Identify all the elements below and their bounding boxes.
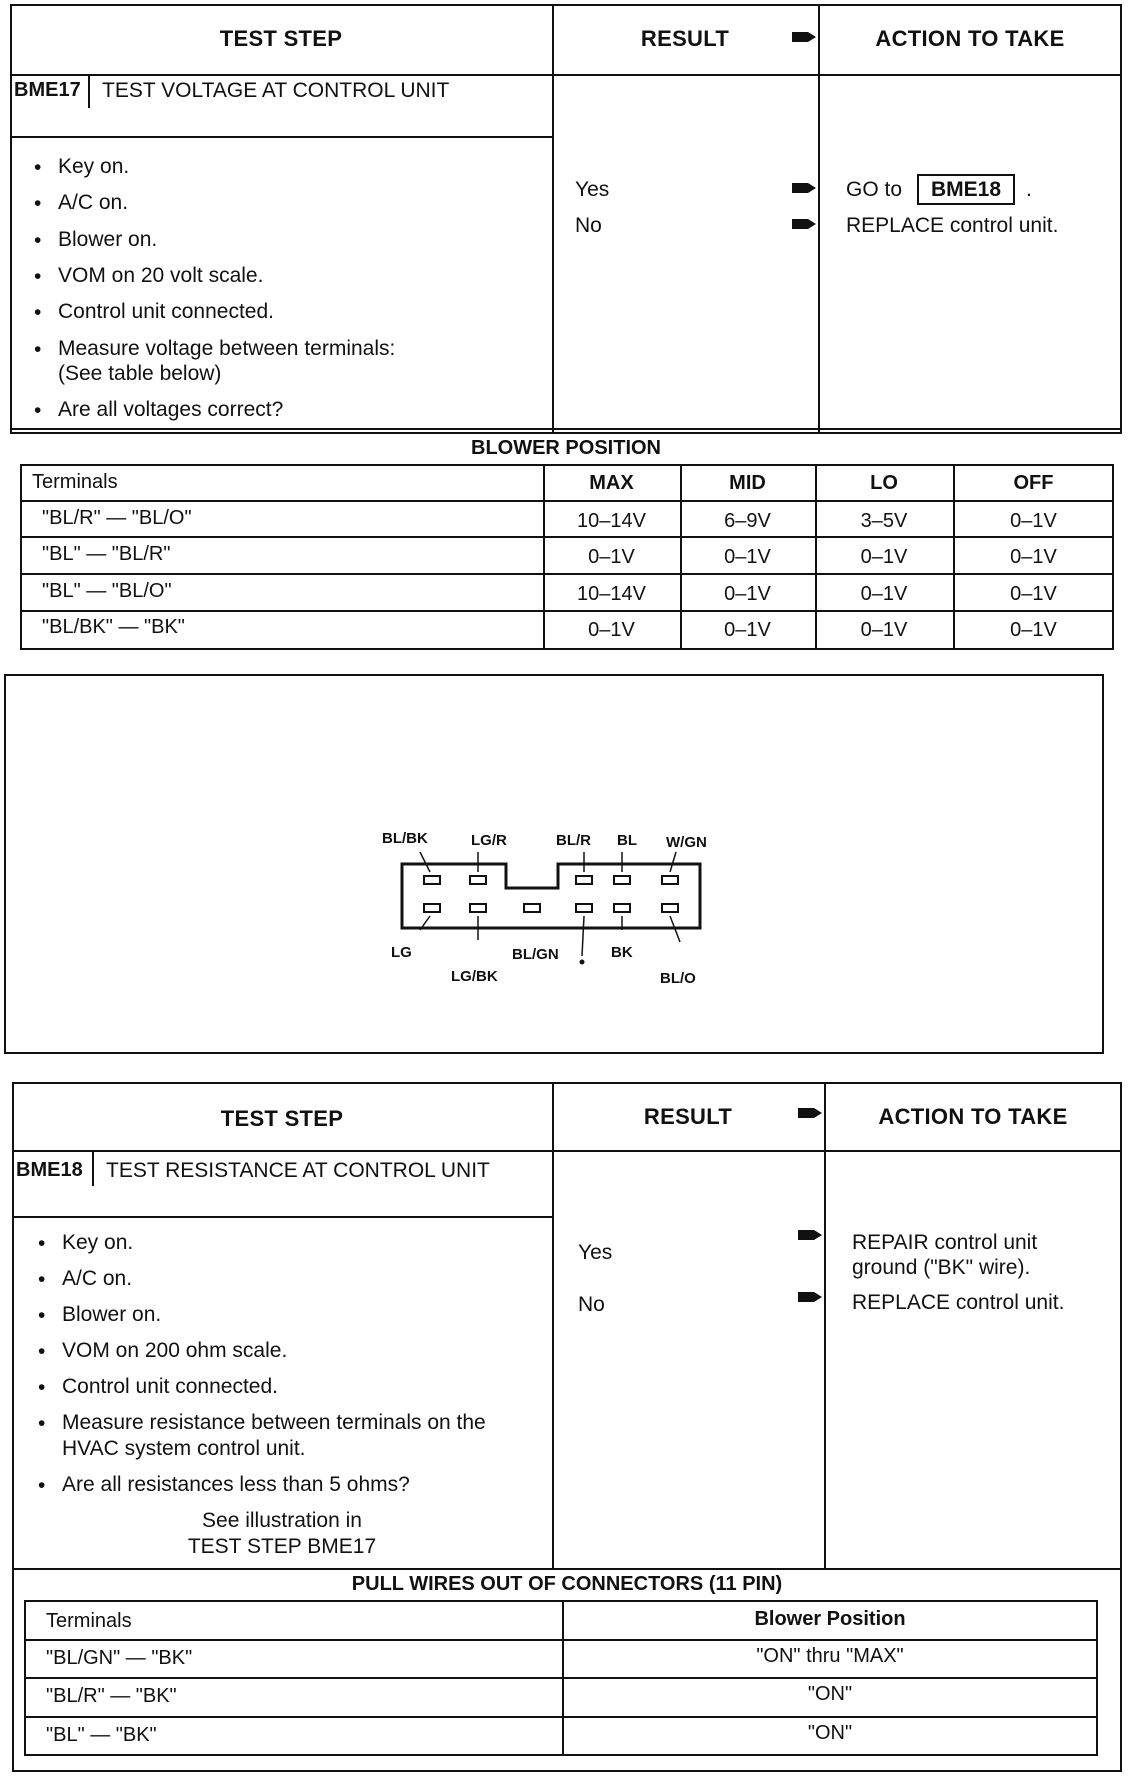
table-row-line: [20, 610, 1114, 612]
table-row-line: [20, 536, 1114, 538]
divider: [552, 4, 554, 434]
divider: [10, 428, 1122, 430]
table-cell: "BL" — "BL/R": [42, 543, 171, 565]
step-title: TEST RESISTANCE AT CONTROL UNIT: [106, 1159, 490, 1182]
table-row-line: [20, 500, 1114, 502]
table-cell: 0–1V: [1010, 546, 1057, 568]
see-illustration-note: See illustration in: [202, 1509, 362, 1532]
arrow-icon: [798, 1106, 822, 1120]
table-row-line: [24, 1639, 1098, 1641]
list-item: A/C on.: [62, 1267, 133, 1290]
result-no: No: [578, 1293, 605, 1316]
bullet-dot: •: [34, 301, 42, 324]
see-illustration-ref[interactable]: TEST STEP BME17: [187, 1535, 377, 1558]
arrow-icon: [792, 30, 816, 44]
pin-label: LG/R: [471, 832, 507, 849]
pin-label: BL/BK: [382, 830, 428, 847]
table-cell: "BL" — "BL/O": [42, 580, 172, 602]
bullet-dot: •: [34, 265, 42, 288]
pin-label: BL/GN: [512, 946, 559, 963]
header-action: ACTION TO TAKE: [878, 1104, 1068, 1129]
table-cell: 0–1V: [588, 619, 635, 641]
table-cell: 0–1V: [860, 583, 908, 605]
pin-label: BK: [611, 944, 633, 961]
bullet-dot: •: [38, 1474, 46, 1497]
bullet-dot: •: [34, 156, 42, 179]
divider: [10, 74, 1122, 76]
table-header: Terminals: [46, 1610, 132, 1632]
action-no: REPLACE control unit.: [852, 1291, 1065, 1314]
bullet-dot: •: [34, 338, 42, 361]
table-cell: 0–1V: [860, 546, 908, 568]
table-header: Terminals: [32, 471, 118, 493]
table-cell: 10–14V: [577, 583, 646, 605]
divider: [12, 1150, 1122, 1152]
table-cell: "ON" thru "MAX": [756, 1645, 904, 1667]
bullet-dot: •: [38, 1412, 46, 1435]
divider: [552, 1082, 554, 1570]
connector-diagram: [380, 830, 720, 990]
action-no: REPLACE control unit.: [846, 214, 1059, 237]
table-cell: 0–1V: [860, 619, 908, 641]
divider: [824, 1082, 826, 1570]
action-yes-ref[interactable]: BME18: [917, 174, 1015, 205]
divider: [10, 136, 552, 138]
table-cell: 0–1V: [724, 619, 771, 641]
table-cell: 0–1V: [724, 583, 771, 605]
result-yes: Yes: [578, 1241, 613, 1264]
pin-label: BL/R: [556, 832, 591, 849]
list-item: Control unit connected.: [58, 300, 274, 323]
header-test-step: TEST STEP: [220, 1106, 344, 1131]
bullet-dot: •: [38, 1232, 46, 1255]
pin-label: W/GN: [666, 834, 707, 851]
table-row-line: [24, 1716, 1098, 1718]
table-cell: "BL/GN" — "BK": [46, 1647, 193, 1669]
step-id: BME17: [14, 79, 81, 101]
bullet-dot: •: [38, 1304, 46, 1327]
table-cell: 0–1V: [588, 546, 635, 568]
divider: [88, 74, 90, 108]
table-cell: 0–1V: [1010, 510, 1057, 532]
table-cell: "BL/BK" — "BK": [42, 616, 185, 638]
table-cell: "BL" — "BK": [46, 1724, 157, 1746]
bullet-dot: •: [34, 192, 42, 215]
header-result: RESULT: [640, 26, 730, 51]
divider: [12, 1216, 552, 1218]
table-cell: 10–14V: [577, 510, 646, 532]
list-item: A/C on.: [58, 191, 129, 214]
divider: [818, 4, 820, 434]
list-item: Key on.: [58, 155, 130, 178]
pin-label: LG: [391, 944, 412, 961]
list-item: Blower on.: [62, 1303, 162, 1326]
arrow-icon: [798, 1290, 822, 1304]
step-title: TEST VOLTAGE AT CONTROL UNIT: [102, 79, 450, 102]
pin-label: BL/O: [660, 970, 696, 987]
list-item: Control unit connected.: [62, 1375, 278, 1398]
list-item-cont: HVAC system control unit.: [62, 1437, 306, 1460]
table-header: MAX: [589, 472, 634, 494]
table-caption: PULL WIRES OUT OF CONNECTORS (11 PIN): [351, 1573, 783, 1595]
list-item-note: (See table below): [58, 362, 222, 385]
bullet-dot: •: [38, 1268, 46, 1291]
action-yes: REPAIR control unit: [852, 1231, 1038, 1254]
action-yes-suffix: .: [1026, 178, 1032, 201]
arrow-icon: [792, 181, 816, 195]
table-row-line: [20, 573, 1114, 575]
list-item: VOM on 200 ohm scale.: [62, 1339, 288, 1362]
table-row-line: [24, 1677, 1098, 1679]
list-item: Are all resistances less than 5 ohms?: [62, 1473, 410, 1496]
table-cell: 0–1V: [1010, 583, 1057, 605]
result-yes: Yes: [575, 178, 610, 201]
arrow-icon: [792, 217, 816, 231]
table-cell: "BL/R" — "BK": [46, 1685, 177, 1707]
pin-label: BL: [617, 832, 637, 849]
arrow-icon: [798, 1228, 822, 1242]
table-cell: 0–1V: [1010, 619, 1057, 641]
table-header: OFF: [1013, 472, 1054, 494]
header-action: ACTION TO TAKE: [875, 26, 1065, 51]
bullet-dot: •: [34, 399, 42, 422]
list-item: Blower on.: [58, 228, 158, 251]
action-yes-prefix: GO to: [846, 178, 903, 201]
step-id: BME18: [16, 1159, 83, 1181]
header-result: RESULT: [643, 1104, 733, 1129]
list-item: Are all voltages correct?: [58, 398, 284, 421]
table-header: MID: [729, 472, 766, 494]
table-cell: "BL/R" — "BL/O": [42, 507, 192, 529]
result-no: No: [575, 214, 602, 237]
bullet-dot: •: [38, 1340, 46, 1363]
divider: [92, 1150, 94, 1186]
table-cell: 0–1V: [724, 546, 771, 568]
table-cell: "ON": [807, 1722, 853, 1744]
table-cell: 3–5V: [860, 510, 908, 532]
table-cell: "ON": [807, 1683, 853, 1705]
table-header: LO: [870, 472, 898, 494]
bullet-dot: •: [38, 1376, 46, 1399]
list-item: Measure resistance between terminals on the: [62, 1411, 486, 1434]
divider: [12, 1568, 1122, 1570]
table-header: Blower Position: [754, 1608, 906, 1630]
list-item: Key on.: [62, 1231, 134, 1254]
bullet-dot: •: [34, 229, 42, 252]
list-item: VOM on 20 volt scale.: [58, 264, 264, 287]
table-caption: BLOWER POSITION: [471, 437, 661, 459]
table-cell: 6–9V: [724, 510, 771, 532]
list-item: Measure voltage between terminals:: [58, 337, 396, 360]
action-yes-cont: ground ("BK" wire).: [852, 1256, 1031, 1279]
header-test-step: TEST STEP: [219, 26, 343, 51]
pin-label: LG/BK: [451, 968, 498, 985]
